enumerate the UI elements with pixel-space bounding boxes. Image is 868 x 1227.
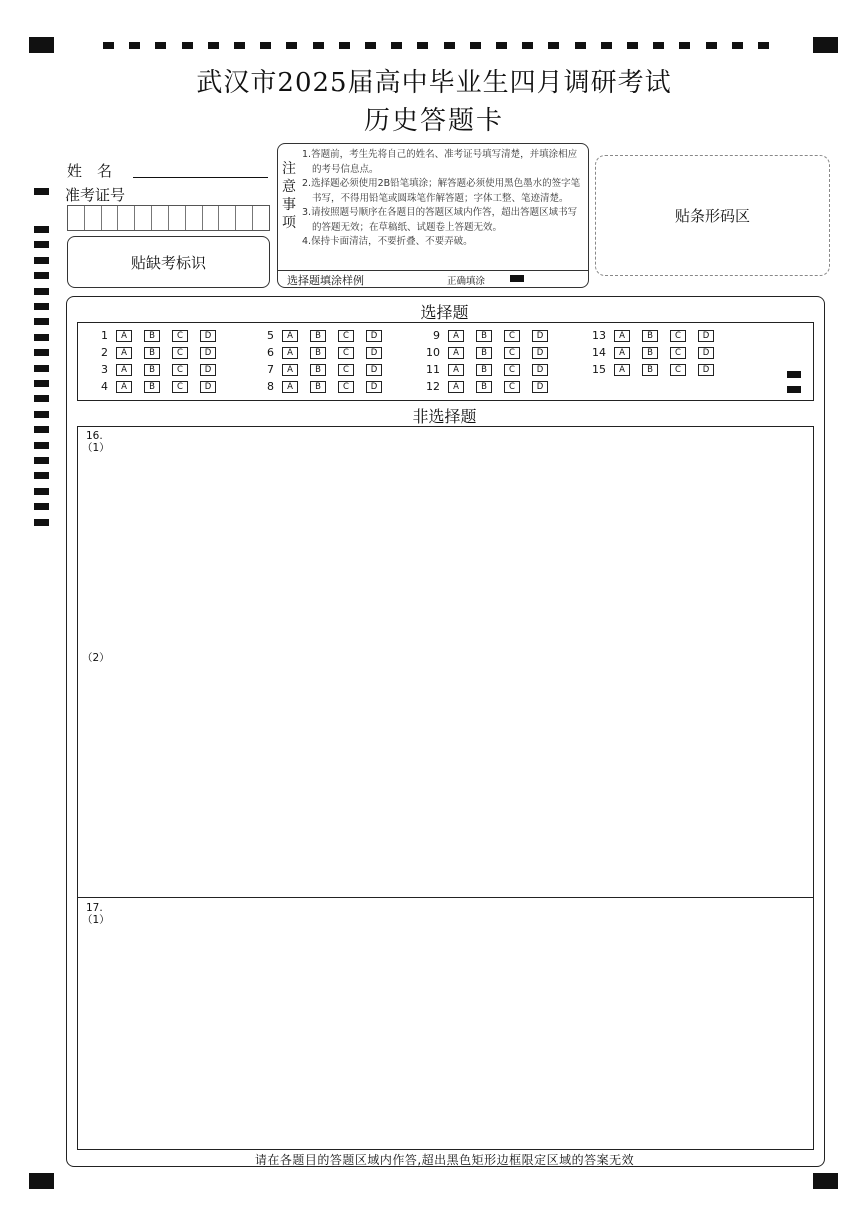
question-divider	[78, 897, 813, 898]
exam-id-cell[interactable]	[102, 206, 119, 230]
corner-mark-bottom-right	[813, 1173, 838, 1189]
option-bubble-c[interactable]: C	[670, 364, 686, 376]
option-bubble-b[interactable]: B	[144, 330, 160, 342]
option-bubble-d[interactable]: D	[366, 364, 382, 376]
question-number: 15	[592, 363, 606, 376]
timing-mark	[34, 472, 49, 479]
timing-mark	[575, 42, 586, 49]
exam-id-grid[interactable]	[67, 205, 270, 231]
timing-mark	[34, 503, 49, 510]
correct-fill-sample	[510, 275, 524, 282]
question-number: 3	[101, 363, 108, 376]
option-bubble-b[interactable]: B	[476, 364, 492, 376]
notice-heading-char: 注	[282, 161, 296, 177]
timing-mark	[34, 519, 49, 526]
timing-mark	[103, 42, 114, 49]
option-bubble-b[interactable]: B	[144, 347, 160, 359]
option-bubble-a[interactable]: A	[282, 364, 298, 376]
option-bubble-b[interactable]: B	[642, 364, 658, 376]
timing-mark	[34, 380, 49, 387]
notice-heading-char: 项	[282, 215, 296, 231]
question-16-label: 16.	[86, 430, 103, 442]
notice-item: 1.答题前，考生先将自己的姓名、准考证号填写清楚，并填涂相应的考号信息点。	[302, 149, 578, 175]
option-bubble-d[interactable]: D	[532, 364, 548, 376]
missing-exam-label: 贴缺考标识	[130, 253, 206, 272]
option-bubble-d[interactable]: D	[366, 330, 382, 342]
option-bubble-d[interactable]: D	[200, 381, 216, 393]
timing-mark	[34, 272, 49, 279]
timing-mark	[34, 411, 49, 418]
top-timing-marks	[103, 42, 783, 50]
footer-warning: 请在各题目的答题区域内作答,超出黑色矩形边框限定区域的答案无效	[254, 1153, 635, 1167]
option-bubble-d[interactable]: D	[532, 330, 548, 342]
option-bubble-d[interactable]: D	[532, 381, 548, 393]
option-bubble-d[interactable]: D	[698, 330, 714, 342]
timing-mark	[34, 257, 49, 264]
option-bubble-c[interactable]: C	[504, 381, 520, 393]
timing-mark	[339, 42, 350, 49]
exam-id-cell[interactable]	[169, 206, 186, 230]
fill-sample-row	[278, 270, 588, 288]
timing-mark	[706, 42, 717, 49]
option-bubble-b[interactable]: B	[310, 330, 326, 342]
option-bubble-a[interactable]: A	[448, 330, 464, 342]
option-bubble-b[interactable]: B	[476, 381, 492, 393]
option-bubble-d[interactable]: D	[366, 347, 382, 359]
option-bubble-d[interactable]: D	[532, 347, 548, 359]
question-number: 8	[267, 380, 274, 393]
timing-mark	[34, 365, 49, 372]
question-17-label: 17.	[86, 902, 103, 914]
side-mark	[787, 371, 801, 378]
exam-id-cell[interactable]	[85, 206, 102, 230]
fill-sample-label: 选择题填涂样例	[287, 274, 364, 287]
correct-fill-label: 正确填涂	[447, 276, 486, 287]
timing-mark	[391, 42, 402, 49]
exam-id-label: 准考证号	[65, 186, 126, 204]
side-mark	[787, 386, 801, 393]
notice-heading	[280, 160, 298, 232]
timing-mark	[365, 42, 376, 49]
timing-mark	[129, 42, 140, 49]
timing-mark	[417, 42, 428, 49]
option-bubble-d[interactable]: D	[200, 347, 216, 359]
option-bubble-c[interactable]: C	[172, 330, 188, 342]
timing-mark	[34, 334, 49, 341]
option-bubble-a[interactable]: A	[614, 347, 630, 359]
left-timing-marks	[34, 226, 50, 536]
timing-mark	[522, 42, 533, 49]
option-bubble-a[interactable]: A	[614, 364, 630, 376]
question-number: 13	[592, 329, 606, 342]
exam-id-cell[interactable]	[135, 206, 152, 230]
option-bubble-a[interactable]: A	[116, 381, 132, 393]
option-bubble-c[interactable]: C	[670, 347, 686, 359]
notice-item: 4.保持卡面清洁，不要折叠、不要弄破。	[302, 236, 473, 247]
timing-mark	[313, 42, 324, 49]
exam-id-cell[interactable]	[219, 206, 236, 230]
option-bubble-c[interactable]: C	[338, 347, 354, 359]
missing-exam-sticker-area	[67, 236, 270, 288]
notice-heading-char: 意	[282, 179, 296, 195]
option-bubble-a[interactable]: A	[116, 347, 132, 359]
non-choice-title: 非选择题	[412, 407, 477, 426]
timing-mark	[34, 241, 49, 248]
question-number: 4	[101, 380, 108, 393]
name-label: 姓 名	[67, 162, 113, 180]
barcode-area	[595, 155, 830, 276]
option-bubble-c[interactable]: C	[504, 330, 520, 342]
question-number: 7	[267, 363, 274, 376]
option-bubble-b[interactable]: B	[310, 364, 326, 376]
option-bubble-a[interactable]: A	[282, 347, 298, 359]
name-field[interactable]	[133, 177, 268, 178]
option-bubble-c[interactable]: C	[670, 330, 686, 342]
timing-mark	[34, 395, 49, 402]
question-number: 10	[426, 346, 440, 359]
option-bubble-a[interactable]: A	[282, 330, 298, 342]
option-bubble-a[interactable]: A	[448, 347, 464, 359]
notice-items	[302, 148, 584, 250]
timing-mark	[34, 303, 49, 310]
timing-mark	[34, 442, 49, 449]
option-bubble-c[interactable]: C	[172, 364, 188, 376]
timing-mark	[758, 42, 769, 49]
option-bubble-c[interactable]: C	[338, 381, 354, 393]
option-bubble-d[interactable]: D	[698, 364, 714, 376]
timing-mark	[34, 488, 49, 495]
option-bubble-c[interactable]: C	[338, 364, 354, 376]
option-bubble-a[interactable]: A	[116, 330, 132, 342]
timing-mark	[34, 288, 49, 295]
timing-mark	[444, 42, 455, 49]
question-17-part-1: （1）	[82, 914, 110, 926]
multiple-choice-title: 选择题	[420, 303, 469, 322]
option-bubble-c[interactable]: C	[338, 330, 354, 342]
question-number: 6	[267, 346, 274, 359]
option-bubble-a[interactable]: A	[448, 381, 464, 393]
option-bubble-a[interactable]: A	[448, 364, 464, 376]
option-bubble-a[interactable]: A	[116, 364, 132, 376]
option-bubble-d[interactable]: D	[366, 381, 382, 393]
timing-mark	[34, 226, 49, 233]
timing-mark	[286, 42, 297, 49]
question-16-part-1: （1）	[82, 442, 110, 454]
option-bubble-b[interactable]: B	[476, 347, 492, 359]
option-bubble-b[interactable]: B	[144, 364, 160, 376]
question-number: 1	[101, 329, 108, 342]
exam-id-cell[interactable]	[236, 206, 253, 230]
question-number: 2	[101, 346, 108, 359]
option-bubble-b[interactable]: B	[310, 381, 326, 393]
notice-item: 2.选择题必须使用2B铅笔填涂；解答题必须使用黑色墨水的签字笔书写，不得用铅笔或圆珠笔作解答题；字体工整、笔迹清楚。	[302, 178, 581, 204]
timing-mark	[182, 42, 193, 49]
barcode-label: 贴条形码区	[674, 207, 750, 225]
question-number: 9	[433, 329, 440, 342]
timing-mark	[155, 42, 166, 49]
option-bubble-b[interactable]: B	[642, 330, 658, 342]
timing-mark	[34, 457, 49, 464]
option-bubble-a[interactable]: A	[614, 330, 630, 342]
question-16-part-2: （2）	[82, 652, 110, 664]
notice-item: 3.请按照题号顺序在各题目的答题区域内作答，超出答题区域书写的答题无效；在草稿纸、试题卷上答题无效。	[302, 207, 578, 233]
option-bubble-c[interactable]: C	[172, 347, 188, 359]
corner-mark-top-right	[813, 37, 838, 53]
timing-mark	[470, 42, 481, 49]
timing-mark	[496, 42, 507, 49]
timing-mark	[208, 42, 219, 49]
notice-box	[277, 143, 589, 288]
option-bubble-d[interactable]: D	[698, 347, 714, 359]
exam-id-cell[interactable]	[118, 206, 135, 230]
timing-mark	[260, 42, 271, 49]
exam-id-cell[interactable]	[253, 206, 269, 230]
multiple-choice-area	[77, 322, 814, 401]
option-bubble-b[interactable]: B	[476, 330, 492, 342]
timing-mark	[653, 42, 664, 49]
exam-title: 武汉市2025届高中毕业生四月调研考试	[196, 68, 672, 98]
option-bubble-b[interactable]: B	[144, 381, 160, 393]
option-bubble-d[interactable]: D	[200, 364, 216, 376]
timing-mark	[627, 42, 638, 49]
corner-mark-bottom-left	[29, 1173, 54, 1189]
timing-mark	[234, 42, 245, 49]
option-bubble-c[interactable]: C	[172, 381, 188, 393]
option-bubble-b[interactable]: B	[310, 347, 326, 359]
timing-mark	[548, 42, 559, 49]
question-number: 11	[426, 363, 440, 376]
timing-mark	[601, 42, 612, 49]
card-title: 历史答题卡	[363, 106, 504, 136]
timing-mark	[679, 42, 690, 49]
option-bubble-d[interactable]: D	[200, 330, 216, 342]
option-bubble-c[interactable]: C	[504, 347, 520, 359]
timing-mark	[34, 349, 49, 356]
side-mark-left	[34, 188, 49, 195]
option-bubble-c[interactable]: C	[504, 364, 520, 376]
question-number: 5	[267, 329, 274, 342]
corner-mark-top-left	[29, 37, 54, 53]
timing-mark	[732, 42, 743, 49]
non-choice-answer-area[interactable]	[77, 426, 814, 1150]
exam-id-cell[interactable]	[203, 206, 220, 230]
timing-mark	[34, 426, 49, 433]
question-number: 12	[426, 380, 440, 393]
exam-id-cell[interactable]	[152, 206, 169, 230]
timing-mark	[34, 318, 49, 325]
exam-id-cell[interactable]	[186, 206, 203, 230]
exam-id-cell[interactable]	[68, 206, 85, 230]
option-bubble-a[interactable]: A	[282, 381, 298, 393]
question-number: 14	[592, 346, 606, 359]
notice-heading-char: 事	[282, 197, 296, 213]
option-bubble-b[interactable]: B	[642, 347, 658, 359]
